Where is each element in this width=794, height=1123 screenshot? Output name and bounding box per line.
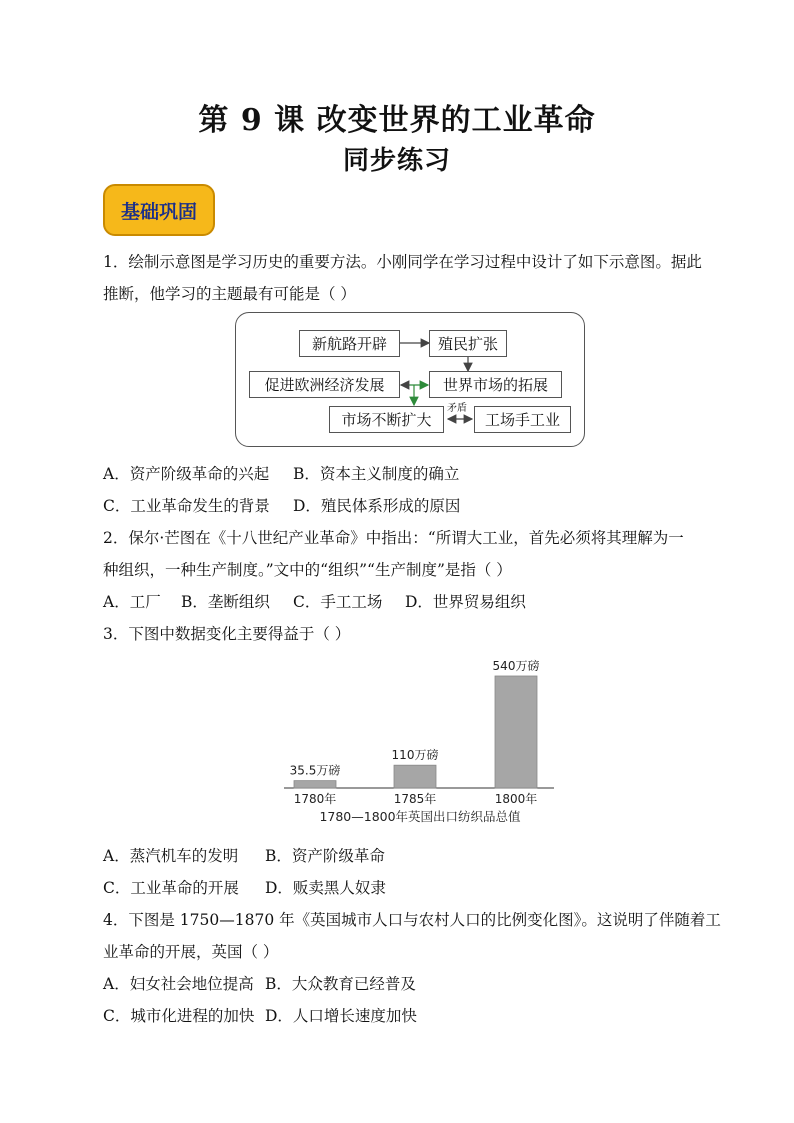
q2-option-b[interactable]: B．垄断组织 [181, 593, 270, 611]
q1-option-c[interactable]: C．工业革命发生的背景 [103, 497, 270, 515]
q4-option-c[interactable]: C．城市化进程的加快 [103, 1007, 255, 1025]
q3-options-row1 [103, 844, 385, 866]
q1-flow-diagram [235, 312, 585, 447]
q3-option-d[interactable]: D．贩卖黑人奴隶 [265, 879, 386, 897]
bar-1 [394, 765, 436, 788]
q4-options-row2 [103, 1004, 417, 1026]
q2-option-d[interactable]: D．世界贸易组织 [405, 593, 526, 611]
box-market-expand: 市场不断扩大 [329, 406, 444, 433]
box-workshop: 工场手工业 [474, 406, 571, 433]
q4-option-a[interactable]: A．妇女社会地位提高 [103, 975, 254, 993]
q1-option-d[interactable]: D．殖民体系形成的原因 [293, 497, 461, 515]
q3-bar-chart-svg [280, 650, 560, 830]
q3-option-a[interactable]: A．蒸汽机车的发明 [103, 847, 239, 865]
q2-text-line2: 种组织，一种生产制度。”文中的“组织”“生产制度”是指（ ） [103, 561, 512, 579]
bar-0 [294, 781, 336, 788]
chart-title: 1780—1800年英国出口纺织品总值 [319, 809, 521, 824]
bar-data-label-2: 540万磅 [492, 659, 540, 673]
q3-option-c[interactable]: C．工业革命的开展 [103, 879, 239, 897]
q1-option-a[interactable]: A．资产阶级革命的兴起 [103, 465, 270, 483]
q4-text-line1: 4．下图是 1750—1870 年《英国城市人口与农村人口的比例变化图》。这说明了伴随着工 [103, 911, 721, 929]
q2-text-line1: 2．保尔·芒图在《十八世纪产业革命》中指出：“所谓大工业，首先必须将其理解为一 [103, 529, 684, 547]
q4-text-line2: 业革命的开展，英国（ ） [103, 943, 279, 961]
q4-option-b[interactable]: B．大众教育已经普及 [265, 975, 416, 993]
box-europe-economy: 促进欧洲经济发展 [249, 371, 400, 398]
box-world-market: 世界市场的拓展 [429, 371, 562, 398]
category-label-1: 1785年 [393, 792, 437, 806]
page-title: 第 9 课 改变世界的工业革命 [198, 103, 596, 138]
q3-option-b[interactable]: B．资产阶级革命 [265, 847, 385, 865]
arrow-label-contradiction: 矛盾 [447, 403, 467, 414]
q4-options-row1 [103, 972, 416, 994]
box-new-route: 新航路开辟 [299, 330, 400, 357]
page-subtitle: 同步练习 [342, 146, 451, 176]
box-colonial-expansion: 殖民扩张 [429, 330, 507, 357]
category-label-0: 1780年 [293, 792, 337, 806]
category-label-2: 1800年 [494, 792, 538, 806]
q1-options-row1 [103, 462, 459, 484]
q3-bar-chart [280, 650, 560, 830]
q3-options-row2 [103, 876, 386, 898]
q3-text-line1: 3．下图中数据变化主要得益于（ ） [103, 625, 351, 643]
q1-text-line2: 推断，他学习的主题最有可能是（ ） [103, 285, 356, 303]
bar-data-label-1: 110万磅 [391, 748, 439, 763]
q2-option-c[interactable]: C．手工工场 [293, 593, 383, 611]
bar-data-label-0: 35.5万磅 [289, 763, 341, 778]
q1-options-row2 [103, 494, 460, 516]
q2-option-a[interactable]: A．工厂 [103, 593, 161, 611]
q1-text-line1: 1．绘制示意图是学习历史的重要方法。小刚同学在学习过程中设计了如下示意图。据此 [103, 253, 702, 271]
q4-option-d[interactable]: D．人口增长速度加快 [265, 1007, 417, 1025]
bar-2 [495, 676, 537, 788]
q2-options-row [103, 590, 526, 612]
section-badge: 基础巩固 [103, 184, 215, 236]
q1-option-b[interactable]: B．资本主义制度的确立 [293, 465, 460, 483]
